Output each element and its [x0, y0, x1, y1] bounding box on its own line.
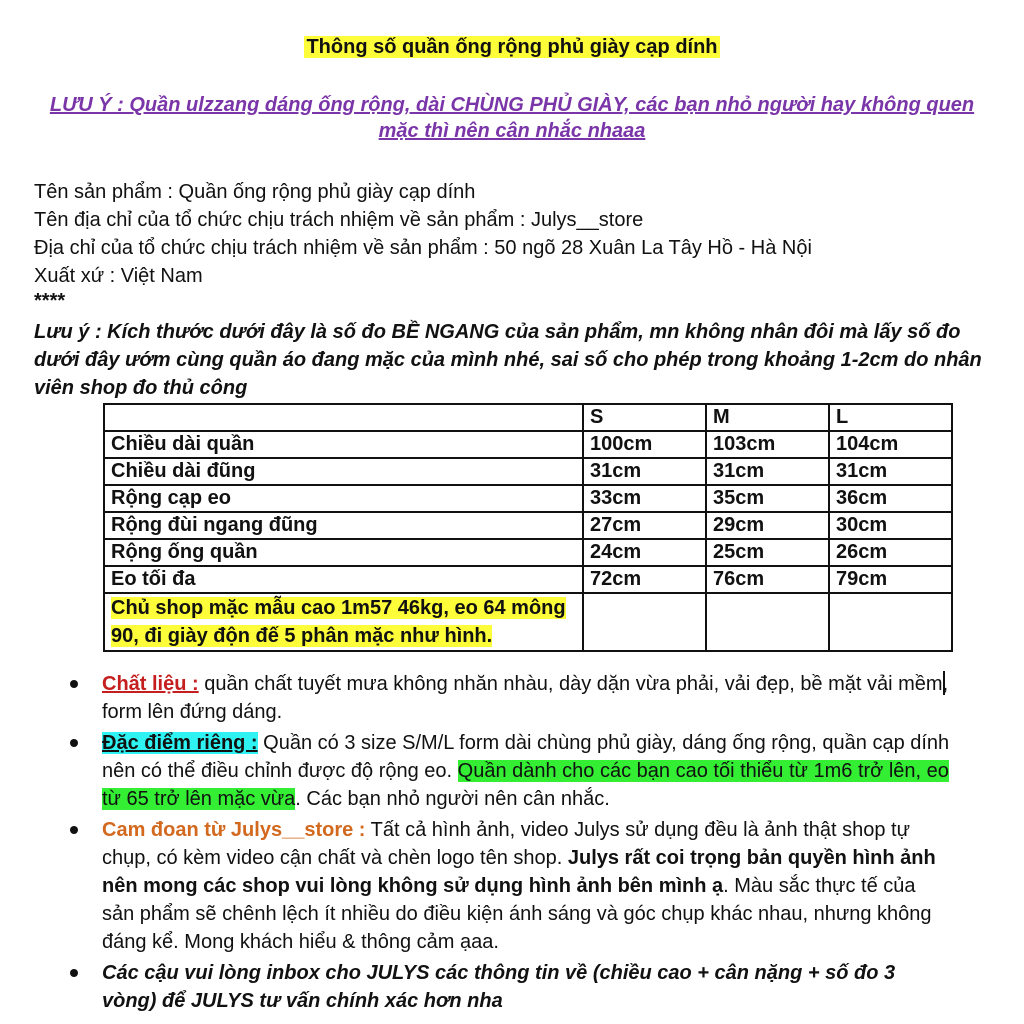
- table-cell: 30cm: [829, 512, 952, 539]
- product-name-line: Tên sản phẩm : Quần ống rộng phủ giày cạp dính: [34, 181, 476, 203]
- table-cell: 31cm: [829, 458, 952, 485]
- table-row: [104, 458, 952, 485]
- model-remark-cell: [104, 593, 583, 651]
- bullet-icon: [70, 826, 78, 834]
- table-row: [104, 485, 952, 512]
- table-cell: 76cm: [706, 566, 829, 593]
- model-remark-text: Chủ shop mặc mẫu cao 1m57 46kg, eo 64 mông 90, đi giày độn đế 5 phân mặc như hình.: [111, 597, 566, 647]
- table-cell: 29cm: [706, 512, 829, 539]
- table-header-cell: L: [829, 404, 952, 431]
- table-cell: Chiều dài quần: [104, 431, 583, 458]
- table-cell: Rộng cạp eo: [104, 485, 583, 512]
- list-item-material: [60, 670, 950, 726]
- list-item-features: [60, 729, 950, 813]
- commitment-text: Tất cả hình ảnh, video Julys sử dụng đều là ảnh thật shop tự chụp, có kèm video cận chất và chèn logo tên shop.: [102, 819, 910, 869]
- table-cell: Eo tối đa: [104, 566, 583, 593]
- origin-line: Xuất xứ : Việt Nam: [34, 265, 203, 287]
- table-cell: 31cm: [583, 458, 706, 485]
- bullet-icon: [70, 739, 78, 747]
- title-text: Thông số quần ống rộng phủ giày cạp dính: [306, 36, 718, 58]
- table-cell: [829, 593, 952, 651]
- inbox-text: Các cậu vui lòng inbox cho JULYS các thông tin về (chiều cao + cân nặng + số đo 3 vòng) để JULYS tư vấn chính xác hơn nha: [102, 962, 896, 1012]
- table-cell: 103cm: [706, 431, 829, 458]
- material-label: Chất liệu :: [102, 673, 199, 695]
- table-cell: [706, 593, 829, 651]
- table-cell: 100cm: [583, 431, 706, 458]
- org-name-line: Tên địa chỉ của tổ chức chịu trách nhiệm về sản phẩm : Julys__store: [34, 209, 644, 231]
- separator-stars: ****: [34, 290, 66, 312]
- table-cell: 72cm: [583, 566, 706, 593]
- measurement-warning: Lưu ý : Kích thước dưới đây là số đo BỀ NGANG của sản phẩm, mn không nhân đôi mà lấy số đo dưới đây ướm cùng quần áo đang mặc của mình nhé, sai số cho phép trong khoảng 1-2cm do nhân viên shop đo thủ công: [34, 321, 982, 399]
- table-row: [104, 512, 952, 539]
- commitment-bold: Julys rất coi trọng bản quyền hình ảnh nên mong các shop vui lòng không sử dụng hình ảnh bên mình ạ: [102, 847, 936, 897]
- features-highlight: Quần dành cho các bạn cao tối thiểu từ 1m6 trở lên, eo từ 65 trở lên mặc vừa: [102, 760, 949, 810]
- table-header-cell: S: [583, 404, 706, 431]
- table-row: [104, 566, 952, 593]
- table-cell: Rộng đùi ngang đũng: [104, 512, 583, 539]
- table-header-row: [104, 404, 952, 431]
- material-text: quần chất tuyết mưa không nhăn nhàu, dày dặn vừa phải, vải đẹp, bề mặt vải mềm, form lên đứng dáng.: [102, 673, 949, 723]
- table-cell: [583, 593, 706, 651]
- details-list: [60, 670, 950, 1018]
- table-cell: 33cm: [583, 485, 706, 512]
- commitment-label: Cam đoan từ Julys__store :: [102, 819, 366, 841]
- table-row: [104, 431, 952, 458]
- table-remark-row: [104, 593, 952, 651]
- features-tail: . Các bạn nhỏ người nên cân nhắc.: [295, 788, 610, 810]
- product-info: [34, 178, 812, 290]
- table-cell: 104cm: [829, 431, 952, 458]
- table-cell: 36cm: [829, 485, 952, 512]
- fit-note: LƯU Ý : Quần ulzzang dáng ống rộng, dài CHÙNG PHỦ GIÀY, các bạn nhỏ người hay không quen mặc thì nên cân nhắc nhaaa: [49, 94, 975, 142]
- table-cell: 26cm: [829, 539, 952, 566]
- list-item-inbox: [60, 959, 950, 1015]
- table-cell: Chiều dài đũng: [104, 458, 583, 485]
- table-cell: 79cm: [829, 566, 952, 593]
- table-cell: 24cm: [583, 539, 706, 566]
- list-item-commitment: [60, 816, 950, 956]
- features-label: Đặc điểm riêng :: [102, 732, 258, 754]
- table-cell: 35cm: [706, 485, 829, 512]
- features-text: Quần có 3 size S/M/L form dài chùng phủ giày, dáng ống rộng, quần cạp dính nên có thể điều chỉnh được độ rộng eo.: [102, 732, 950, 782]
- page-title: [0, 36, 1024, 59]
- bullet-icon: [70, 969, 78, 977]
- bullet-icon: [70, 680, 78, 688]
- table-cell: 25cm: [706, 539, 829, 566]
- table-row: [104, 539, 952, 566]
- table-header-cell: [104, 404, 583, 431]
- size-table: [103, 403, 953, 652]
- table-cell: Rộng ống quần: [104, 539, 583, 566]
- table-cell: 27cm: [583, 512, 706, 539]
- commitment-text-2: . Màu sắc thực tế của sản phẩm sẽ chênh lệch ít nhiều do điều kiện ánh sáng và góc chụp khác nhau, nhưng không đáng kể. Mong khách hiểu & thông cảm ạaa.: [102, 875, 932, 953]
- table-header-cell: M: [706, 404, 829, 431]
- table-cell: 31cm: [706, 458, 829, 485]
- org-address-line: Địa chỉ của tổ chức chịu trách nhiệm về sản phẩm : 50 ngõ 28 Xuân La Tây Hồ - Hà Nội: [34, 237, 812, 259]
